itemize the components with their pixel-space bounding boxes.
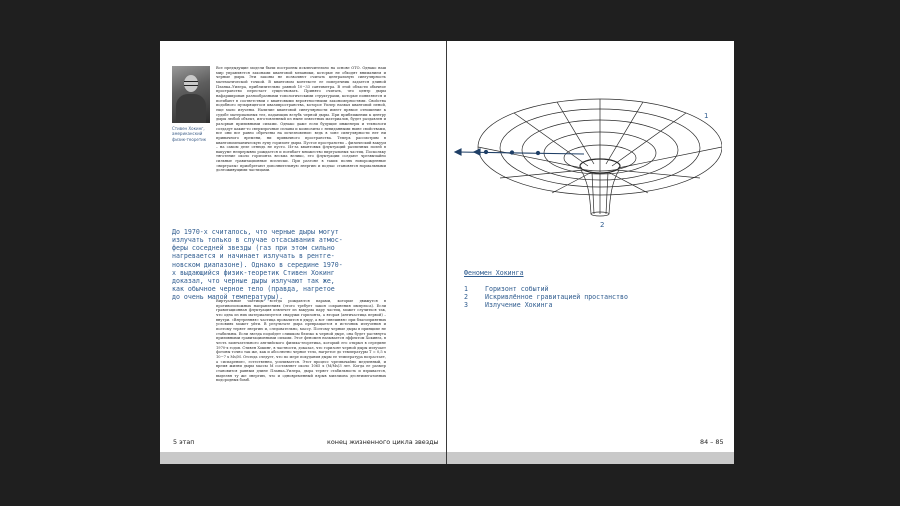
body-text-bottom: Виртуальные частицы всегда рождаются парами, которые движутся в противоположных направлениях (этого требует закон сохранения импульса). Если гравитационная флуктуация извлечет из вакуума пару частиц, может случиться так, что одна из них материализуется снаружи горизонта, а вторая (античастица первой) – внутри. «Внутренняя» частица провалится в дыру, а вот «внешняя» при благоприятных условиях может уйти. В результате дыра превращается в источник излучения и поэтому теряет энергию и, следовательно, массу. Поэтому черные дыры в принципе не стабильны. Если звезда подойдет слишком близко к черной дыре, она будет растянута приливными гравитационными силами. Этот феномен называется эффектом Хокинга, в честь замечательного английского физика-теоретика, который его открыл в середине 1970-х годов. Стивен Хокинг, в частности, доказал, что горизонт черной дыры излучает фотоны точно так же, как и абсолютно черное тело, нагретое до температуры T = 0,5 x 10−7 x Ms/M. Отсюда следует, что по мере похудания дыры ее температура возрастает, а «испарение», естественно, усиливается. Этот процесс чрезвычайно медленный, и время жизни дыры массы M составляет около 1065 x (M/Ms)3 лет. Когда ее размер становится равным длине Планка–Уилера, дыра теряет стабильность и взрывается, выделяя ту же энергию, что и одновременный взрыв миллиона десятимегатонных водородных бомб. — [216, 299, 386, 383]
legend-item-number: 2 — [464, 293, 468, 302]
page-numbers: 84 – 85 — [700, 438, 724, 446]
portrait-photo — [172, 66, 210, 123]
page-bottom-strip — [160, 452, 734, 464]
pull-quote-line: излучать только в случае отсасывания атмос- — [172, 236, 343, 245]
grid-line — [557, 102, 594, 164]
legend-item-number: 3 — [464, 301, 468, 310]
diagram-label-2: 2 — [600, 221, 605, 229]
section-label: 5 этап — [173, 438, 195, 446]
pull-quote-line: х выдающийся физик-теоретик Стивен Хокинг — [172, 268, 335, 277]
caption-line: физик-теоретик — [172, 136, 207, 142]
legend-item — [464, 285, 628, 293]
legend-title: Феномен Хокинга — [464, 269, 524, 277]
pull-quote-line: феры соседней звезды (газ при этом сильно — [172, 244, 335, 253]
body-text-top: Все предыдущие модели были построены исключительно на основе ОТО. Однако наш мир управляется законами квантовой механики, которые не обходят вниманием и черные дыры. Эти законы не позволяют считать центральную сингулярность математической точкой. В квантовом контексте ее поперечник задается длиной Планка–Уилера, приблизительно равной 10−33 сантиметра. В этой области обычное пространство перестает существовать. Принято считать, что центр дыры нафарширован разнообразными топологическими структурами, которые появляются и погибают в соответствии с квантовыми вероятностными закономерностями. Свойства подобного пузырящегося квазипространства, которое Уилер назвал квантовой пеной, еще мало изучены. Наличие квантовой сингулярности имеет прямое отношение к судьбе материальных тел, падающих вглубь черной дыры. При приближении к центру дыры любой объект, изготовленный из ныне известных материалов, будет раздавлен и разорван приливными силами. Однако даже если будущие инженеры и технологи создадут какие-то сверхпрочные сплавы и композиты с невиданными ныне свойствами, все они все равно обречены на исчезновение: ведь в зоне сингулярности нет ни привычного времени, ни привычного пространства. Теперь рассмотрим в квантовомеханическую лупу горизонт дыры. Пустое пространство – физический вакуум – на самом деле отнюдь не пусто. Из-за квантовых флуктуаций различных полей в вакууме непрерывно рождается и погибает множество виртуальных частиц. Поскольку тяготение около горизонта весьма велико, его флуктуации создают чрезвычайно сильные гравитационные всплески. При разгоне в таких полях новорожденные «виртуалы» приобретают дополнительную энергию и подчас становятся нормальными долгоживущими частицами. — [216, 66, 386, 173]
photo-caption — [172, 126, 216, 142]
legend-item-text: Излучение Хокинга — [485, 301, 553, 310]
pull-quote-line: как обычное черное тело (правда, нагретое — [172, 285, 335, 294]
legend-item-number: 1 — [464, 285, 468, 293]
diagram-label-1: 1 — [704, 112, 709, 120]
legend-item-text: Искривлённое гравитацией простанство — [485, 293, 628, 302]
legend-item — [464, 301, 628, 309]
pull-quote — [172, 228, 358, 301]
grid-line — [606, 102, 643, 164]
grid-line — [616, 170, 700, 178]
pull-quote-line: доказал, что черные дыры излучают так же, — [172, 276, 335, 285]
pull-quote-line: новском диапазоне). Однако в середине 1970- — [172, 260, 343, 269]
hawking-radiation-arrow — [455, 149, 584, 155]
caption-line: американский — [172, 131, 203, 137]
hawking-diagram — [452, 92, 722, 232]
pull-quote-line: нагревается и начинает излучать в рентге- — [172, 252, 335, 261]
running-title: конец жизненного цикла звезды — [327, 438, 439, 446]
pull-quote-line: до очень малой температуры). — [172, 293, 284, 302]
book-gutter — [446, 41, 447, 464]
legend-item-text: Горизонт событий — [485, 285, 549, 293]
pull-quote-line: До 1970-х считалось, что черные дыры могут — [172, 228, 339, 236]
legend-list — [464, 285, 628, 310]
caption-line: Стивен Хокинг, — [172, 126, 205, 131]
legend-item — [464, 293, 628, 301]
grid-line — [500, 170, 584, 178]
funnel-throat — [592, 172, 608, 214]
